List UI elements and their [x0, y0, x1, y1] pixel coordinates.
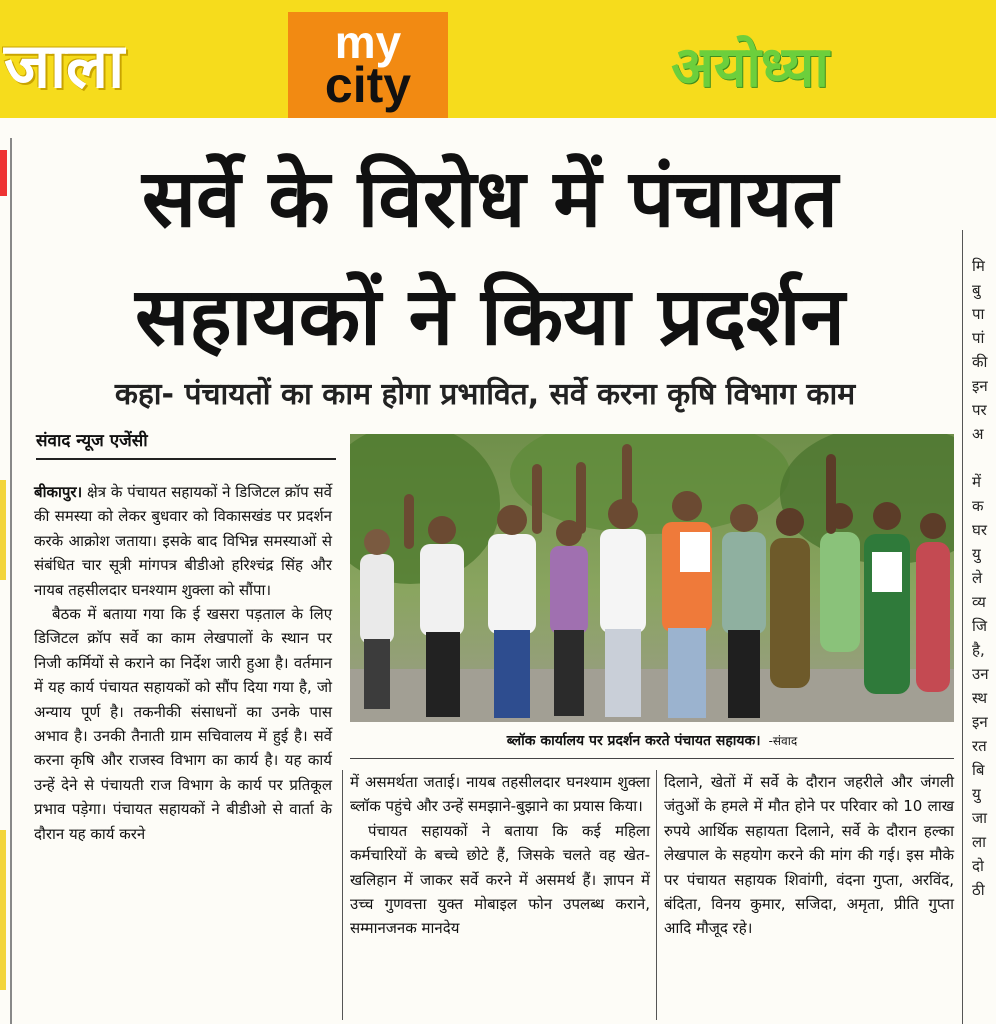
fragment-line: इन: [972, 713, 988, 731]
paragraph-text: क्षेत्र के पंचायत सहायकों ने डिजिटल क्रॉप सर्वे की समस्या को लेकर बुधवार को विकासखंड पर प्रदर्शन करके आक्रोश जताया। इसके बाद विभिन्न समस्याओं से संबंधित चार सूत्री मांगपत्र बीडीओ हरिश्चंद्र सिंह और नायब तहसीलदार घनश्याम शुक्ला को सौंपा।: [34, 483, 332, 599]
fragment-line: ठी: [972, 881, 985, 899]
photo-caption-text: ब्लॉक कार्यालय पर प्रदर्शन करते पंचायत सहायक।: [506, 732, 761, 749]
left-edge-marker: [0, 480, 6, 580]
fragment-line: जा: [972, 809, 988, 827]
photo-credit: -संवाद: [768, 733, 798, 748]
fragment-line: जि: [972, 617, 988, 635]
fragment-line: अ: [972, 425, 984, 443]
fragment-line: रत: [972, 737, 987, 755]
byline-rule: [36, 458, 336, 460]
column-divider: [342, 770, 343, 1020]
paragraph: [34, 480, 332, 602]
dateline: बीकापुर।: [34, 483, 83, 501]
fragment-line: पा: [972, 305, 985, 323]
headline-line-1: सर्वे के विरोध में पंचायत: [141, 152, 839, 245]
headline: [30, 140, 950, 376]
section-name-fragment: [0, 18, 270, 110]
fragment-line: पां: [972, 329, 985, 347]
article-column-1: [34, 480, 332, 846]
news-photo: [350, 434, 954, 722]
fragment-line: बु: [972, 281, 981, 299]
logo-city-text: city: [324, 57, 412, 113]
section-name-text: जाला: [4, 29, 125, 102]
fragment-line: पर: [972, 401, 987, 419]
fragment-line: यु: [972, 545, 981, 563]
protest-photo-illustration: [350, 434, 954, 722]
headline-line-2: सहायकों ने किया प्रदर्शन: [135, 270, 845, 363]
column-divider: [656, 770, 657, 1020]
left-edge-marker: [0, 150, 7, 196]
left-edge-marker: [0, 830, 6, 990]
fragment-line: दो: [972, 857, 984, 875]
paragraph: में असमर्थता जताई। नायब तहसीलदार घनश्याम शुक्ला ब्लॉक पहुंचे और उन्हें समझाने-बुझाने का प्रयास किया।: [350, 773, 650, 816]
fragment-line: यु: [972, 785, 981, 803]
fragment-line: [972, 446, 996, 470]
paragraph: दिलाने, खेतों में सर्वे के दौरान जहरीले और जंगली जंतुओं के हमले में मौत होने पर परिवार को 10 लाख रुपये आर्थिक सहायता दिलाने, सर्वे के दौरान हल्का लेखपाल के सहयोग करने की मांग की गई। इस मौके पर पंचायत सहायक शिवांगी, वंदना गुप्ता, अरविंद, बंदिता, विनय कुमार, सजिदा, अमृता, प्रीति गुप्ता आदि मौजूद रहे।: [664, 773, 954, 938]
logo-my-text: my: [334, 16, 402, 68]
fragment-line: ला: [972, 833, 987, 851]
fragment-line: इन: [972, 377, 988, 395]
fragment-line: ले: [972, 569, 983, 587]
fragment-line: बि: [972, 761, 985, 779]
paragraph: पंचायत सहायकों ने बताया कि कई महिला कर्मचारियों के बच्चे छोटे हैं, जिसके चलते वह खेत-खलिहान में जाकर सर्वे करने में असमर्थ हैं। ज्ञापन में उच्च गुणवत्ता युक्त मोबाइल फोन उपलब्ध कराने, सम्मानजनक मानदेय: [350, 821, 650, 938]
article-column-2: [350, 770, 650, 941]
column-divider: [962, 230, 963, 1024]
article-column-3: [664, 770, 954, 941]
fragment-line: [972, 230, 996, 254]
adjacent-article-fragment: [972, 230, 996, 1024]
fragment-line: उन: [972, 665, 989, 683]
photo-caption: [350, 726, 954, 754]
city-name: [620, 22, 880, 108]
byline: संवाद न्यूज एजेंसी: [36, 431, 148, 451]
fragment-line: है,: [972, 641, 985, 659]
fragment-line: स्थ: [972, 689, 988, 707]
my-city-logo: [288, 12, 448, 118]
fragment-line: मि: [972, 257, 985, 275]
city-name-text: अयोध्या: [671, 35, 829, 100]
fragment-line: की: [972, 353, 988, 371]
caption-rule: [350, 758, 954, 759]
fragment-line: व्य: [972, 593, 986, 611]
paragraph: बैठक में बताया गया कि ई खसरा पड़ताल के लिए डिजिटल क्रॉप सर्वे का काम लेखपालों के स्थान पर निजी कर्मियों से कराने का निर्देश जारी हुआ है। वर्तमान में यह कार्य पंचायत सहायकों को सौंप दिया गया है, जो अन्याय पूर्ण है। तकनीकी संसाधनों का उनके पास अभाव है। उनकी तैनाती ग्राम सचिवालय में हुई है। सर्वे करना कृषि और राजस्व विभाग का कार्य है। यह कार्य उन्हें देने से पंचायती राज विभाग के कार्य पर प्रतिकूल प्रभाव पड़ेगा। पंचायत सहायकों ने बीडीओ से वार्ता के दौरान यह कार्य करने: [34, 605, 332, 843]
fragment-line: घर: [972, 521, 988, 539]
subheadline: कहा- पंचायतों का काम होगा प्रभावित, सर्वे करना कृषि विभाग काम: [114, 377, 856, 412]
fragment-line: क: [972, 497, 984, 515]
fragment-line: में: [972, 473, 981, 491]
